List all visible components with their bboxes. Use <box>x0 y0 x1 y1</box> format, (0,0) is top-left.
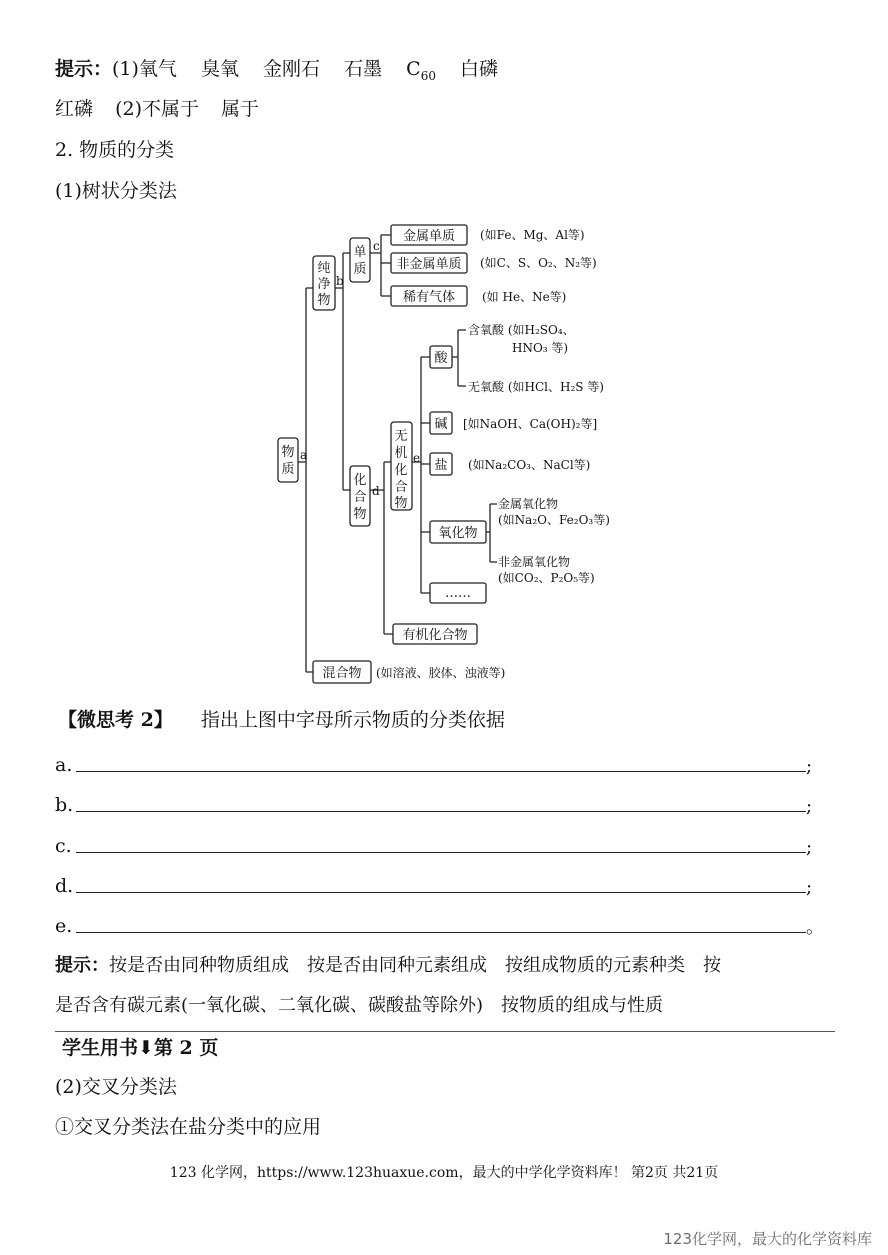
blank-label: a. <box>55 754 73 776</box>
label-d: d <box>372 484 380 498</box>
think-question <box>58 708 505 732</box>
node-inorganic-char: 合 <box>394 480 408 495</box>
base-note: [如NaOH、Ca(OH)₂等] <box>463 417 598 431</box>
hint-label: 提示： <box>55 58 113 80</box>
node-pure-char: 物 <box>317 293 331 308</box>
node-salt-text: 盐 <box>434 458 448 473</box>
oxyacid-text: 含氧酸 (如H₂SO₄、 <box>468 323 575 337</box>
node-base-text: 碱 <box>434 417 448 432</box>
node-compound-char: 物 <box>353 507 367 522</box>
answer-blank-a[interactable] <box>76 771 806 772</box>
hint2-line-1 <box>55 954 721 978</box>
label-b: b <box>336 274 344 288</box>
hint-item: 属于 <box>221 98 260 120</box>
blank-label: c. <box>55 835 72 857</box>
book-ref-page: 第 2 页 <box>153 1037 219 1059</box>
section-title: 2. 物质的分类 <box>55 139 175 161</box>
blank-end: ; <box>806 837 813 858</box>
hint2-label: 提示： <box>55 955 109 976</box>
subscript: 60 <box>420 68 436 83</box>
node-noble-text: 稀有气体 <box>402 290 456 305</box>
blank-end: ; <box>806 756 813 777</box>
node-root-text-2: 质 <box>281 462 295 477</box>
node-root-text-1: 物 <box>281 445 295 460</box>
node-compound-char: 合 <box>353 490 367 505</box>
hint-item: 金刚石 <box>263 58 321 80</box>
node-nonmetal-text: 非金属单质 <box>396 257 462 272</box>
watermark: 123化学网，最大的化学资料库 <box>663 1230 872 1248</box>
blank-end: ; <box>806 796 813 817</box>
metal-note: (如Fe、Mg、Al等) <box>480 228 585 242</box>
hint-item: 臭氧 <box>200 58 239 80</box>
nonmetal-oxide-text: 非金属氧化物 <box>498 555 571 569</box>
blank-end: ; <box>806 877 813 898</box>
node-ellipsis-text: …… <box>445 586 471 601</box>
nonoxyacid-text: 无氧酸 (如HCl、H₂S 等) <box>468 380 604 394</box>
oxyacid-text-2: HNO₃ 等) <box>512 341 569 355</box>
node-organic-text: 有机化合物 <box>402 628 468 643</box>
answer-blank-e[interactable] <box>76 932 806 933</box>
node-compound-char: 化 <box>353 473 367 488</box>
answer-blank-b[interactable] <box>76 811 806 812</box>
subsection-item: ①交叉分类法在盐分类中的应用 <box>55 1116 322 1138</box>
node-inorganic-char: 机 <box>394 446 408 461</box>
node-elemental-char: 质 <box>353 262 367 277</box>
hint2-line-2: 是否含有碳元素(一氧化碳、二氧化碳、碳酸盐等除外) 按物质的组成与性质 <box>55 995 664 1016</box>
node-inorganic-char: 无 <box>394 429 408 444</box>
think-text: 指出上图中字母所示物质的分类依据 <box>200 709 505 731</box>
metal-oxide-text: 金属氧化物 <box>498 497 559 511</box>
node-metal-text: 金属单质 <box>402 229 456 244</box>
hint-item: C <box>406 58 421 80</box>
hint-item: (1)氧气 <box>112 58 177 80</box>
hint-item: 白磷 <box>460 58 499 80</box>
think-tag: 【微思考 2】 <box>58 709 173 731</box>
divider <box>55 1031 835 1032</box>
node-pure-char: 纯 <box>317 261 331 276</box>
hint-item: (2)不属于 <box>115 98 199 120</box>
down-arrow-icon: ⬇ <box>138 1037 154 1059</box>
subsection-title: (1)树状分类法 <box>55 180 177 202</box>
answer-blank-d[interactable] <box>76 892 806 893</box>
label-a: a <box>300 448 308 462</box>
node-mixture-text: 混合物 <box>322 666 362 681</box>
blank-end: 。 <box>806 917 824 938</box>
metal-oxide-note: (如Na₂O、Fe₂O₃等) <box>498 513 610 527</box>
label-e: e <box>413 451 421 465</box>
hint-item: 石墨 <box>344 58 383 80</box>
book-reference <box>62 1036 218 1060</box>
subsection-title: (2)交叉分类法 <box>55 1076 177 1098</box>
hint2-text: 按是否由同种物质组成 按是否由同种元素组成 按组成物质的元素种类 按 <box>109 955 721 976</box>
label-c: c <box>373 239 380 253</box>
page-footer: 123 化学网，https://www.123huaxue.com，最大的中学化学资料库！ 第2页 共21页 <box>169 1165 719 1181</box>
hint-item: 红磷 <box>55 98 94 120</box>
blank-label: d. <box>55 875 74 897</box>
mixture-note: (如溶液、胶体、浊液等) <box>376 666 506 680</box>
node-oxide-text: 氧化物 <box>438 526 478 541</box>
node-acid-text: 酸 <box>434 351 448 366</box>
blank-label: b. <box>55 794 74 816</box>
node-elemental-char: 单 <box>353 245 367 260</box>
node-inorganic-char: 物 <box>394 496 408 511</box>
noble-note: (如 He、Ne等) <box>482 290 567 304</box>
book-ref-prefix: 学生用书 <box>62 1037 139 1059</box>
nonmetal-note: (如C、S、O₂、N₂等) <box>480 256 597 270</box>
salt-note: (如Na₂CO₃、NaCl等) <box>468 458 591 472</box>
node-inorganic-char: 化 <box>394 463 408 478</box>
node-pure-char: 净 <box>317 277 331 292</box>
answer-blank-c[interactable] <box>76 852 806 853</box>
nonmetal-oxide-note: (如CO₂、P₂O₅等) <box>498 571 595 585</box>
blank-label: e. <box>55 915 73 937</box>
